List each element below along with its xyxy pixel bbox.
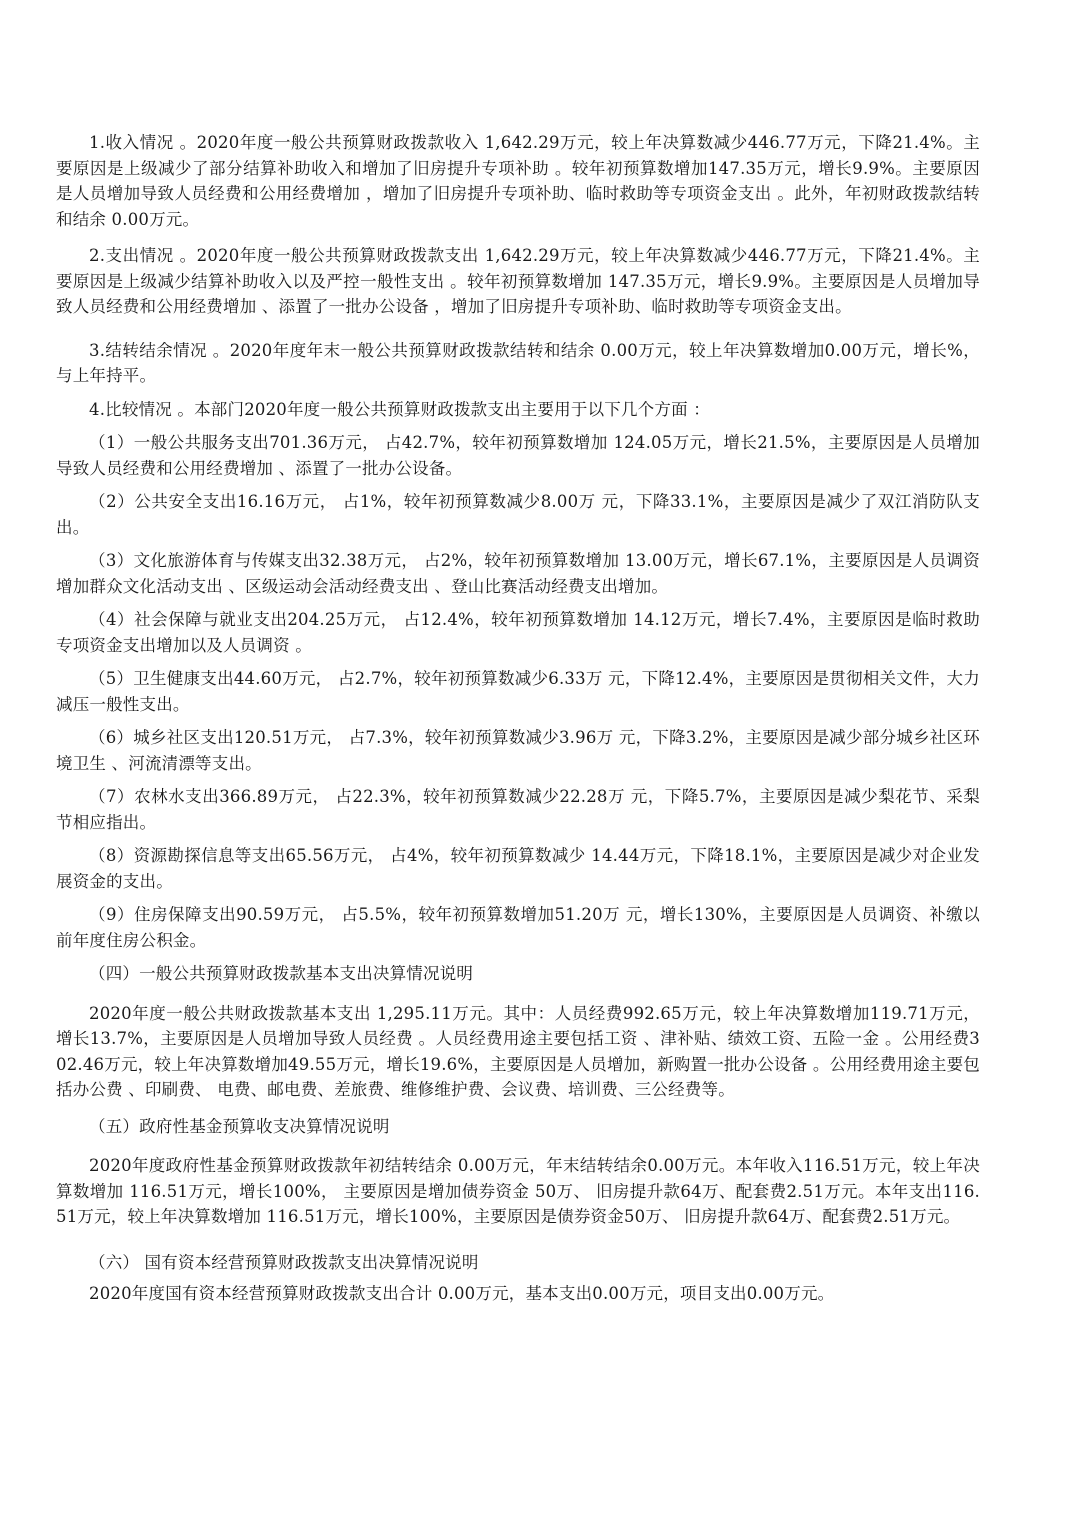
government-fund-body: 2020年度政府性基金预算财政拨款年初结转结余 0.00万元，年末结转结余0.00万元。本年收入116.51万元，较上年决算数增加 116.51万元，增长100%， 主要原因是增加债券资金 50万、 旧房提升款64万、配套费2.51万元。本年支出116.51万元，较上年决算数增加 116.51万元，增长100%，主要原因是债券资金50万、 旧房提升款64万、配套费2.51万元。 bbox=[56, 1156, 980, 1226]
basic-expenditure-body: 2020年度一般公共财政拨款基本支出 1,295.11万元。其中：人员经费992.65万元，较上年决算数增加119.71万元，增长13.7%，主要原因是人员增加导致人员经费 。人员经费用途主要包括工资 、津补贴、绩效工资、五险一金 。公用经费302.46万元，较上年决算数增加49.55万元，增长19.6%，主要原因是人员增加，新购置一批办公设备 。公用经费用途主要包括办公费 、印刷费、 电费、邮电费、差旅费、维修维护费、会议费、培训费、三公经费等。 bbox=[56, 1003, 980, 1099]
expense-item-8: （8）资源勘探信息等支出65.56万元， 占4%，较年初预算数减少 14.44万元，下降18.1%，主要原因是减少对企业发展资金的支出。 bbox=[56, 846, 980, 891]
income-paragraph: 1.收入情况 。2020年度一般公共预算财政拨款收入 1,642.29万元，较上年决算数减少446.77万元，下降21.4%。主要原因是上级减少了部分结算补助收入和增加了旧房提升专项补助 。较年初预算数增加147.35万元，增长9.9%。主要原因是人员增加导致人员经费和公用经费增加 ，增加了旧房提升专项补助、临时救助等专项资金支出 。此外，年初财政拨款结转和结余 0.00万元。 bbox=[56, 133, 980, 229]
expense-item-3: （3）文化旅游体育与传媒支出32.38万元， 占2%，较年初预算数增加 13.00万元，增长67.1%，主要原因是人员调资增加群众文化活动支出 、区级运动会活动经费支出 、登山比赛活动经费支出增加。 bbox=[56, 551, 980, 596]
carryover-paragraph: 3.结转结余情况 。2020年度年末一般公共预算财政拨款结转和结余 0.00万元，较上年决算数增加0.00万元，增长%，与上年持平。 bbox=[56, 340, 980, 385]
expense-item-7: （7）农林水支出366.89万元， 占22.3%，较年初预算数减少22.28万 元，下降5.7%，主要原因是减少梨花节、采梨节相应指出。 bbox=[56, 787, 980, 832]
basic-expenditure-heading: （四）一般公共预算财政拨款基本支出决算情况说明 bbox=[89, 964, 474, 983]
expense-item-9: （9）住房保障支出90.59万元， 占5.5%，较年初预算数增加51.20万 元，增长130%，主要原因是人员调资、补缴以前年度住房公积金。 bbox=[56, 905, 980, 950]
expense-item-4: （4）社会保障与就业支出204.25万元， 占12.4%，较年初预算数增加 14.12万元，增长7.4%，主要原因是临时救助专项资金支出增加以及人员调资 。 bbox=[56, 610, 980, 655]
government-fund-heading: （五）政府性基金预算收支决算情况说明 bbox=[89, 1116, 390, 1136]
expense-item-2: （2）公共安全支出16.16万元， 占1%，较年初预算数减少8.00万 元，下降33.1%，主要原因是减少了双江消防队支出。 bbox=[56, 492, 980, 537]
state-capital-heading: （六） 国有资本经营预算财政拨款支出决算情况说明 bbox=[89, 1252, 479, 1272]
comparison-paragraph: 4.比较情况 。本部门2020年度一般公共预算财政拨款支出主要用于以下几个方面 ： bbox=[89, 399, 710, 419]
expense-item-6: （6）城乡社区支出120.51万元， 占7.3%，较年初预算数减少3.96万 元，下降3.2%，主要原因是减少部分城乡社区环境卫生 、河流清漂等支出。 bbox=[56, 728, 980, 773]
state-capital-body: 2020年度国有资本经营预算财政拨款支出合计 0.00万元，基本支出0.00万元，项目支出0.00万元。 bbox=[89, 1284, 835, 1303]
document-page bbox=[56, 130, 980, 1318]
expenditure-paragraph: 2.支出情况 。2020年度一般公共预算财政拨款支出 1,642.29万元，较上年决算数减少446.77万元，下降21.4%。主要原因是上级减少结算补助收入以及严控一般性支出 。较年初预算数增加 147.35万元，增长9.9%。主要原因是人员增加导致人员经费和公用经费增加 、添置了一批办公设备 ，增加了旧房提升专项补助、临时救助等专项资金支出。 bbox=[56, 246, 980, 316]
expense-item-1: （1）一般公共服务支出701.36万元， 占42.7%，较年初预算数增加 124.05万元，增长21.5%，主要原因是人员增加导致人员经费和公用经费增加 、添置了一批办公设备。 bbox=[56, 433, 980, 478]
expense-item-5: （5）卫生健康支出44.60万元， 占2.7%，较年初预算数减少6.33万 元，下降12.4%，主要原因是贯彻相关文件，大力减压一般性支出。 bbox=[56, 669, 980, 714]
